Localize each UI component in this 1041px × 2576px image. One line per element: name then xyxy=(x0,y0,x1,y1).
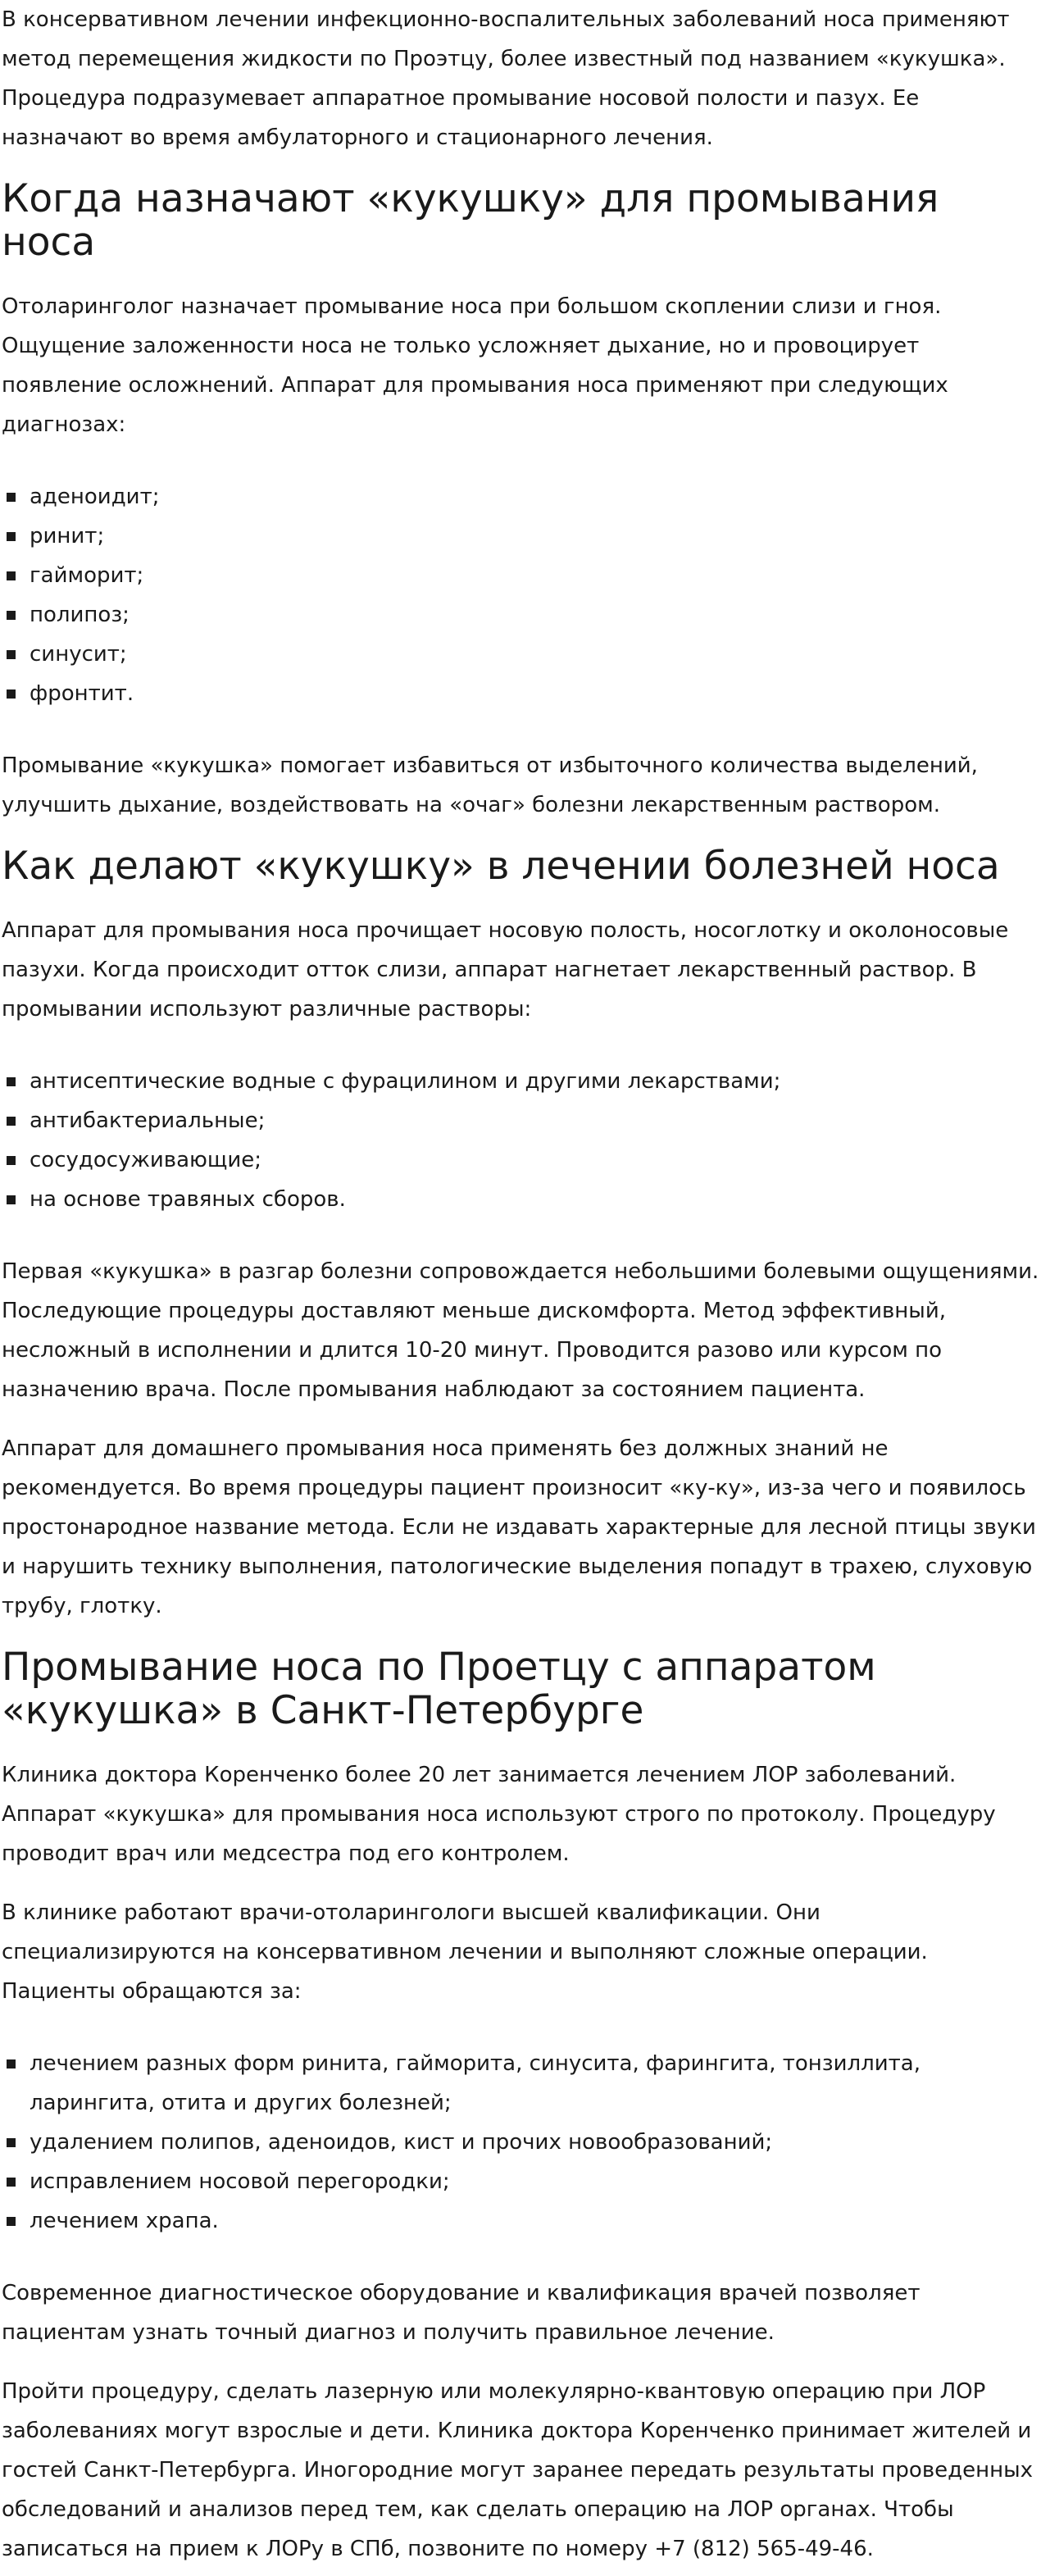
intro-paragraph: В консервативном лечении инфекционно-воспалительных заболеваний носа применяют метод перемещения жидкости по Проэтцу, более известный под названием «кукушка». Процедура подразумевает аппаратное промывание носовой полости и пазух. Ее назначают во время амбулаторного и стационарного лечения. xyxy=(2,7,1010,150)
section-3-paragraph-3: Современное диагностическое оборудование и квалификация врачей позволяет пациентам узнать точный диагноз и получить правильное лечение. xyxy=(2,2281,921,2345)
list-item xyxy=(2,517,1039,556)
bullet-icon xyxy=(7,532,16,541)
list-item xyxy=(2,2123,1039,2162)
list-item-text: антибактериальные; xyxy=(30,1108,266,1133)
bullet-icon xyxy=(7,1077,16,1086)
section-1-paragraph-1: Отоларинголог назначает промывание носа при большом скоплении слизи и гноя. Ощущение заложенности носа не только усложняет дыхание, но и провоцирует появление осложнений. Аппарат для промывания носа применяют при следующих диагнозах: xyxy=(2,294,948,437)
section-3-paragraph-2: В клинике работают врачи-отоларингологи высшей квалификации. Они специализируются на консервативном лечении и выполняют сложные операции. Пациенты обращаются за: xyxy=(2,1900,928,2004)
bullet-icon xyxy=(7,1156,16,1165)
list-item xyxy=(2,1180,1039,1219)
list-item-text: удалением полипов, аденоидов, кист и прочих новообразований; xyxy=(30,2130,773,2155)
list-item xyxy=(2,1062,1039,1101)
section-2-paragraph-2: Первая «кукушка» в разгар болезни сопровождается небольшими болевыми ощущениями. Последующие процедуры доставляют меньше дискомфорта. Метод эффективный, несложный в исполнении и длится 10-20 минут. Проводится разово или курсом по назначению врача. После промывания наблюдают за состоянием пациента. xyxy=(2,1259,1039,1402)
list-item xyxy=(2,477,1039,517)
list-item xyxy=(2,635,1039,674)
list-item-text: сосудосуживающие; xyxy=(30,1148,262,1172)
bullet-icon xyxy=(7,2217,16,2226)
list-item-text: исправлением носовой перегородки; xyxy=(30,2169,450,2194)
section-3-paragraph-1: Клиника доктора Коренченко более 20 лет занимается лечением ЛОР заболеваний. Аппарат «кукушка» для промывания носа используют строго по протоколу. Процедуру проводит врач или медсестра под его контролем. xyxy=(2,1763,996,1866)
list-item xyxy=(2,674,1039,713)
list-item-text: лечением храпа. xyxy=(30,2209,219,2233)
bullet-icon xyxy=(7,493,16,502)
list-item xyxy=(2,1101,1039,1140)
list-item-text: гайморит; xyxy=(30,563,144,588)
list-item xyxy=(2,595,1039,635)
services-list xyxy=(2,2044,1039,2241)
section-2-paragraph-1: Аппарат для промывания носа прочищает носовую полость, носоглотку и околоносовые пазухи. Когда происходит отток слизи, аппарат нагнетает лекарственный раствор. В промывании используют различные растворы: xyxy=(2,918,1009,1022)
section-2-paragraph-3: Аппарат для домашнего промывания носа применять без должных знаний не рекомендуется. Во время процедуры пациент произносит «ку-ку», из-за чего и появилось простонародное название метода. Если не издавать характерные для лесной птицы звуки и нарушить технику выполнения, патологические выделения попадут в трахею, слуховую трубу, глотку. xyxy=(2,1436,1036,1618)
bullet-icon xyxy=(7,650,16,659)
section-2-heading: Как делают «кукушку» в лечении болезней носа xyxy=(2,844,1000,889)
list-item xyxy=(2,2201,1039,2241)
list-item-text: лечением разных форм ринита, гайморита, синусита, фарингита, тонзиллита, ларингита, отита и других болезней; xyxy=(30,2051,921,2115)
list-item-text: фронтит. xyxy=(30,681,134,706)
solutions-list xyxy=(2,1062,1039,1219)
list-item xyxy=(2,2044,1039,2123)
bullet-icon xyxy=(7,2178,16,2187)
section-3-heading: Промывание носа по Проетцу с аппаратом «кукушка» в Санкт-Петербурге xyxy=(2,1645,876,1733)
list-item xyxy=(2,2162,1039,2201)
section-1-heading: Когда назначают «кукушку» для промывания носа xyxy=(2,176,939,265)
list-item-text: полипоз; xyxy=(30,603,130,627)
bullet-icon xyxy=(7,1117,16,1126)
list-item-text: антисептические водные с фурацилином и другими лекарствами; xyxy=(30,1069,781,1094)
list-item-text: аденоидит; xyxy=(30,485,160,509)
bullet-icon xyxy=(7,1195,16,1204)
list-item-text: синусит; xyxy=(30,642,127,667)
bullet-icon xyxy=(7,2138,16,2147)
diagnoses-list xyxy=(2,477,1039,713)
section-1-paragraph-2: Промывание «кукушка» помогает избавиться от избыточного количества выделений, улучшить дыхание, воздействовать на «очаг» болезни лекарственным раствором. xyxy=(2,753,978,817)
list-item xyxy=(2,556,1039,595)
bullet-icon xyxy=(7,571,16,580)
list-item xyxy=(2,1140,1039,1180)
section-3-paragraph-4: Пройти процедуру, сделать лазерную или молекулярно-квантовую операцию при ЛОР заболеваниях могут взрослые и дети. Клиника доктора Коренченко принимает жителей и гостей Санкт-Петербурга. Иногородние могут заранее передать результаты проведенных обследований и анализов перед тем, как сделать операцию на ЛОР органах. Чтобы записаться на прием к ЛОРу в СПб, позвоните по номеру +7 (812) 565-49-46. xyxy=(2,2379,1034,2561)
list-item-text: ринит; xyxy=(30,524,105,548)
bullet-icon xyxy=(7,2059,16,2069)
bullet-icon xyxy=(7,690,16,699)
bullet-icon xyxy=(7,611,16,620)
list-item-text: на основе травяных сборов. xyxy=(30,1187,346,1212)
